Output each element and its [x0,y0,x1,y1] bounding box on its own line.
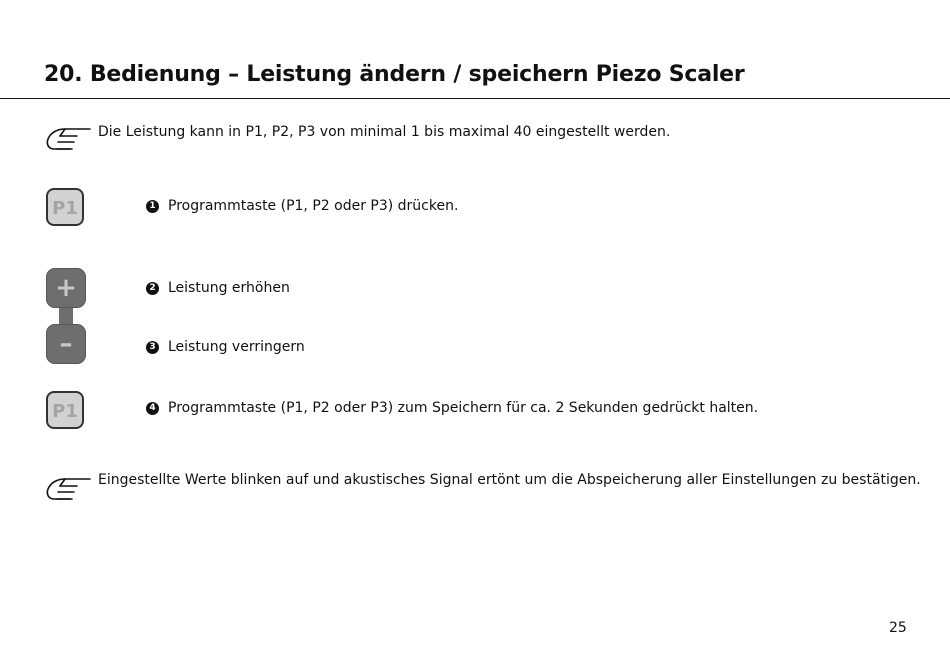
step-number: 2 [146,282,159,295]
step-text: Programmtaste (P1, P2 oder P3) zum Speichern für ca. 2 Sekunden gedrückt halten. [168,400,759,416]
step-number: 3 [146,341,159,354]
note-power-range: Die Leistung kann in P1, P2, P3 von minimal 1 bis maximal 40 eingestellt werden. [98,124,671,140]
step-number: 1 [146,200,159,213]
program-key-p1 [46,188,84,226]
step-text: Leistung erhöhen [168,280,290,296]
heading-divider [0,98,950,99]
note-confirmation: Eingestellte Werte blinken auf und akustisches Signal ertönt um die Abspeicherung aller Einstellungen zu bestätigen. [98,472,921,488]
plus-key [46,268,86,308]
page-heading: 20. Bedienung – Leistung ändern / speichern Piezo Scaler [44,62,745,87]
plus-icon: + [55,273,77,303]
program-key-p1 [46,391,84,429]
step-text: Programmtaste (P1, P2 oder P3) drücken. [168,198,459,214]
step-number: 4 [146,402,159,415]
pointing-hand-icon [44,123,92,151]
plus-minus-keys [45,266,89,368]
page-number: 25 [889,620,907,636]
pointing-hand-icon [44,473,92,501]
step-text: Leistung verringern [168,339,305,355]
minus-icon: – [59,329,73,359]
program-key-label: P1 [52,401,78,422]
minus-key [46,324,86,364]
program-key-label: P1 [52,198,78,219]
